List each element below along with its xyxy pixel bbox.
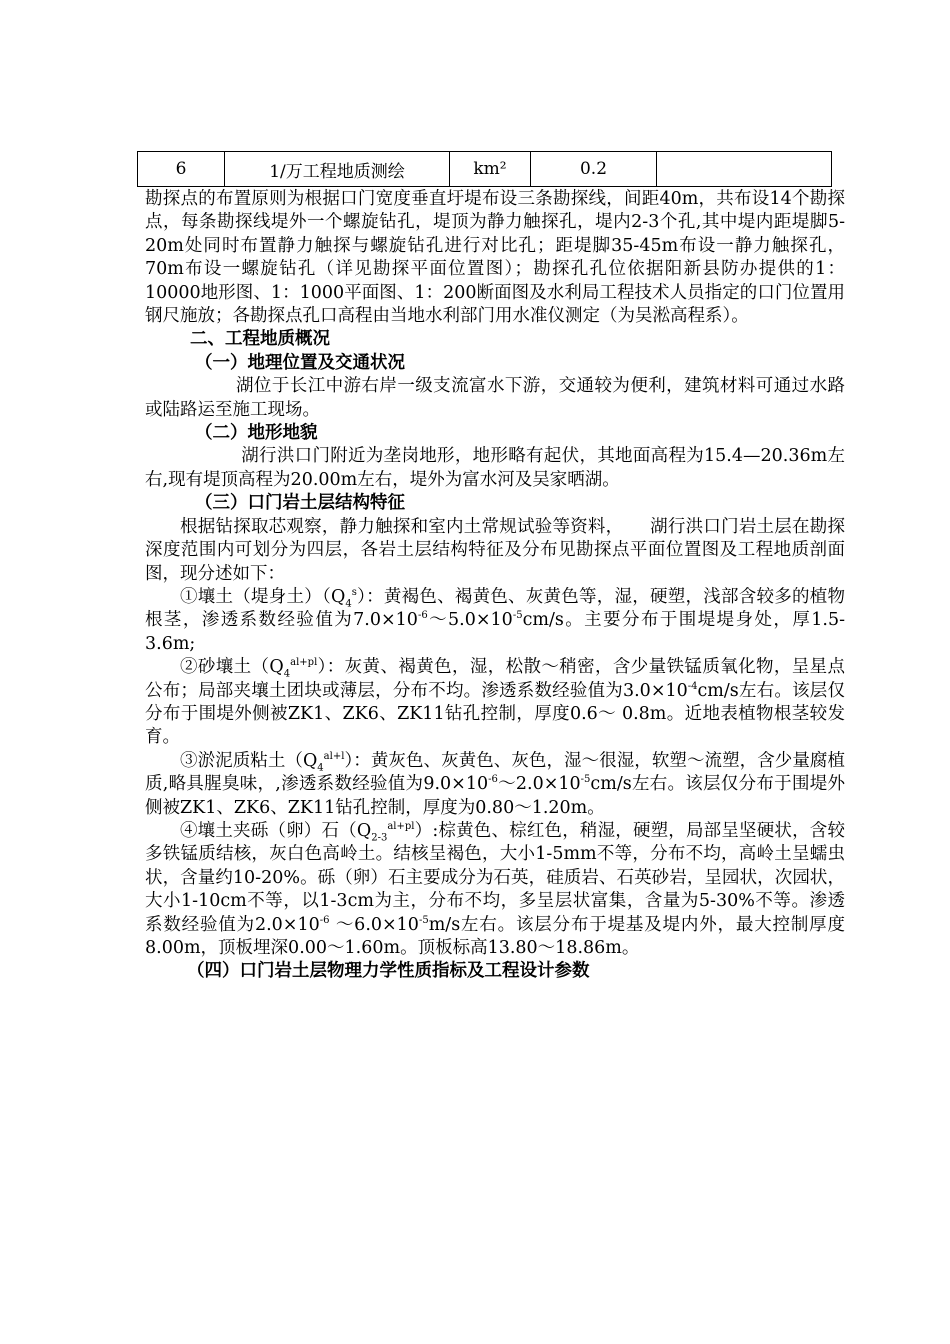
layer-3-description: ③淤泥质粘土$(Q_4^{al+l})$：黄灰色、灰黄色、灰色，湿～很湿，软塑～流塑，含少量腐植质,略具腥臭味，,渗透系数经验值为$9.0\times 10^{-6}\sim 2.0\times 10^{-5}cm/s$左右。该层仅分布于围堤外侧被ZK1、ZK6、ZK11钻孔控制，厚度为0.80～1.20m。 [145,750,846,818]
heading-sub-2: （二）地形地貌 [195,423,318,444]
cell-no: 6 [138,152,225,187]
work-quantity-table [137,151,832,187]
para-sub-3: 根据钻探取芯观察，静力触探和室内土常规试验等资料， 湖行洪口门岩土层在勘探深度范围内可划分为四层，各岩土层结构特征及分布见勘探点平面位置图及工程地质剖面图，现分述如下： [145,516,845,584]
para-sub-1: 湖位于长江中游右岸一级支流富水下游，交通较为便利，建筑材料可通过水路或陆路运至施工现场。 [145,376,845,420]
para-sub-2: 湖行洪口门附近为垄岗地形，地形略有起伏，其地面高程为15.4—20.36m左右,现有堤顶高程为20.00m左右，堤外为富水河及吴家晒湖。 [145,446,845,490]
cell-note [657,152,832,187]
heading-section-2: 二、工程地质概况 [190,329,330,350]
heading-sub-1: （一）地理位置及交通状况 [195,352,405,373]
layer-4-description: ④壤土夹砾（卵）石$(Q_{2-3}^{al+pl})$:棕黄色、棕红色，稍湿，硬塑，局部呈坚硬状，含较多铁锰质结核，灰白色高岭土。结核呈褐色，大小1-5mm不等，分布不均，高岭土呈蠕虫状，含量约10-20%。砾（卵）石主要成分为石英，硅质岩、石英砂岩，呈园状，次园状，大小1-10cm不等，以1-3cm为主，分布不均，多呈层状富集，含量为5-30%不等。渗透系数经验值为$2.0\times 10^{-6}$ $\sim 6.0\times 10^{-5}m/s$左右。该层分布于堤基及堤内外，最大控制厚度8.00m，顶板埋深0.00～1.60m。顶板标高13.80～18.86m。 [145,820,845,958]
layer-2-description: ②砂壤土$(Q_4^{al+pl})$：灰黄、褐黄色，湿，松散～稍密，含少量铁锰质氧化物，呈星点公布；局部夹壤土团块或薄层，分布不均。渗透系数经验值为$3.0\times 10^{-4}cm/s$左右。该层仅分布于围堤外侧被ZK1、ZK6、ZK11钻孔控制，厚度0.6～ 0.8m。近地表植物根茎较发育。 [145,657,845,748]
heading-sub-3: （三）口门岩土层结构特征 [195,493,405,514]
document-body [145,188,845,984]
layer-1-description: ①壤土（堤身土）$(Q_4^s)$：黄褐色、褐黄色、灰黄色等，湿，硬塑，浅部含较多的植物根茎，渗透系数经验值为$7.0\times 10^{-6}\sim 5.0\times 10^{-5}cm/s$。主要分布于围堤堤身处，厚1.5-3.6m; [145,586,846,654]
cell-item: 1/万工程地质测绘 [225,152,450,187]
para-intro: 勘探点的布置原则为根据口门宽度垂直圩堤布设三条勘探线，间距40m，共布设14个勘探点，每条勘探线堤外一个螺旋钻孔，堤顶为静力触探孔，堤内2-3个孔,其中堤内距堤脚5-20m处同时布置静力触探与螺旋钻孔进行对比孔；距堤脚35-45m布设一静力触探孔，70m布设一螺旋钻孔（详见勘探平面位置图）；勘探孔孔位依据阳新县防办提供的1：10000地形图、1：1000平面图、1：200断面图及水利局工程技术人员指定的口门位置用钢尺施放；各勘探点孔口高程由当地水利部门用水准仪测定（为吴淞高程系）。 [145,189,845,327]
cell-unit: km² [450,152,531,187]
cell-qty: 0.2 [531,152,657,187]
table-row [138,152,832,187]
heading-sub-4: （四）口门岩土层物理力学性质指标及工程设计参数 [187,961,590,982]
